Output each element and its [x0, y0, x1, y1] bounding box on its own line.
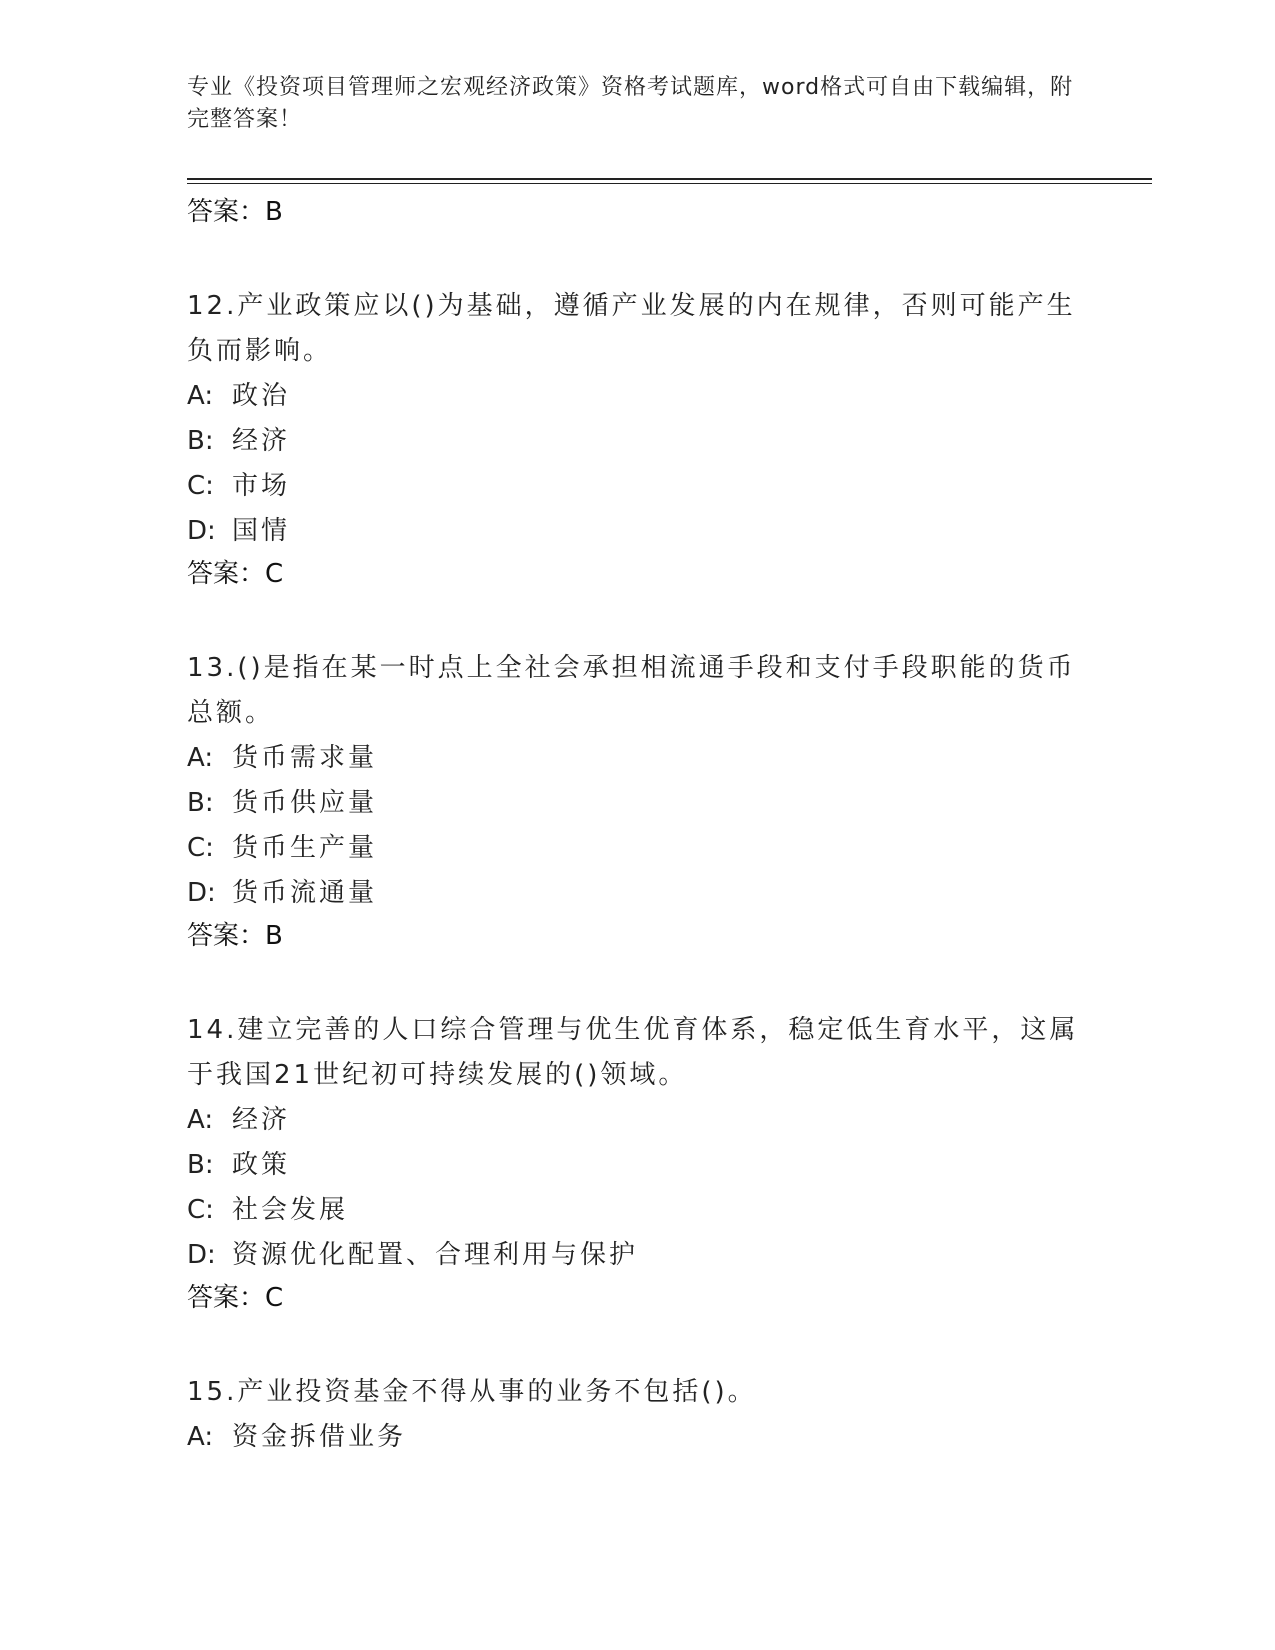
question-list — [187, 192, 1087, 1460]
option-letter: C: — [187, 1195, 214, 1225]
question-stem: 15.产业投资基金不得从事的业务不包括()。 — [187, 1377, 757, 1407]
option-a — [187, 736, 1087, 781]
option-b — [187, 781, 1087, 826]
option-text: 国情 — [232, 516, 291, 546]
option-c — [187, 1188, 1087, 1233]
option-c — [187, 826, 1087, 871]
spacer — [187, 600, 1087, 646]
option-b — [187, 1143, 1087, 1188]
option-a — [187, 1415, 1087, 1460]
question-13 — [187, 646, 1087, 962]
option-text: 政策 — [232, 1150, 291, 1180]
option-letter: A: — [187, 743, 214, 773]
option-text: 经济 — [232, 426, 291, 456]
option-text: 经济 — [232, 1105, 291, 1135]
option-text: 资金拆借业务 — [232, 1422, 407, 1452]
option-a — [187, 1098, 1087, 1143]
question-14 — [187, 1008, 1087, 1324]
option-letter: A: — [187, 1105, 214, 1135]
answer-line: 答案：B — [187, 197, 283, 227]
option-letter: B: — [187, 426, 214, 456]
option-letter: D: — [187, 878, 216, 908]
document-header: 专业《投资项目管理师之宏观经济政策》资格考试题库，word格式可自由下载编辑，附完整答案！ — [187, 75, 1074, 132]
option-text: 货币需求量 — [232, 743, 378, 773]
option-text: 资源优化配置、合理利用与保护 — [232, 1240, 639, 1270]
question-stem: 14.建立完善的人口综合管理与优生优育体系，稳定低生育水平，这属于我国21世纪初可持续发展的()领域。 — [187, 1015, 1079, 1090]
option-d — [187, 509, 1087, 554]
question-stem: 12.产业政策应以()为基础，遵循产业发展的内在规律，否则可能产生负而影响。 — [187, 291, 1076, 366]
spacer — [187, 962, 1087, 1008]
question-stem: 13.()是指在某一时点上全社会承担相流通手段和支付手段职能的货币总额。 — [187, 653, 1076, 728]
option-letter: C: — [187, 833, 214, 863]
answer-line: 答案：C — [187, 1283, 284, 1313]
option-d — [187, 871, 1087, 916]
option-letter: D: — [187, 1240, 216, 1270]
option-letter: B: — [187, 1150, 214, 1180]
option-letter: A: — [187, 1422, 214, 1452]
spacer — [187, 1324, 1087, 1370]
option-d — [187, 1233, 1087, 1278]
header-rule-thick — [187, 178, 1152, 180]
option-letter: A: — [187, 381, 214, 411]
option-text: 货币流通量 — [232, 878, 378, 908]
option-letter: D: — [187, 516, 216, 546]
header-rule-thin — [187, 183, 1152, 184]
answer-line: 答案：C — [187, 559, 284, 589]
question-12 — [187, 284, 1087, 600]
spacer — [187, 238, 1087, 284]
question-15 — [187, 1370, 1087, 1460]
option-text: 市场 — [232, 471, 291, 501]
answer-line: 答案：B — [187, 921, 283, 951]
option-a — [187, 374, 1087, 419]
option-b — [187, 419, 1087, 464]
option-text: 社会发展 — [232, 1195, 349, 1225]
option-letter: B: — [187, 788, 214, 818]
option-c — [187, 464, 1087, 509]
option-text: 货币生产量 — [232, 833, 378, 863]
option-letter: C: — [187, 471, 214, 501]
option-text: 货币供应量 — [232, 788, 378, 818]
option-text: 政治 — [232, 381, 291, 411]
